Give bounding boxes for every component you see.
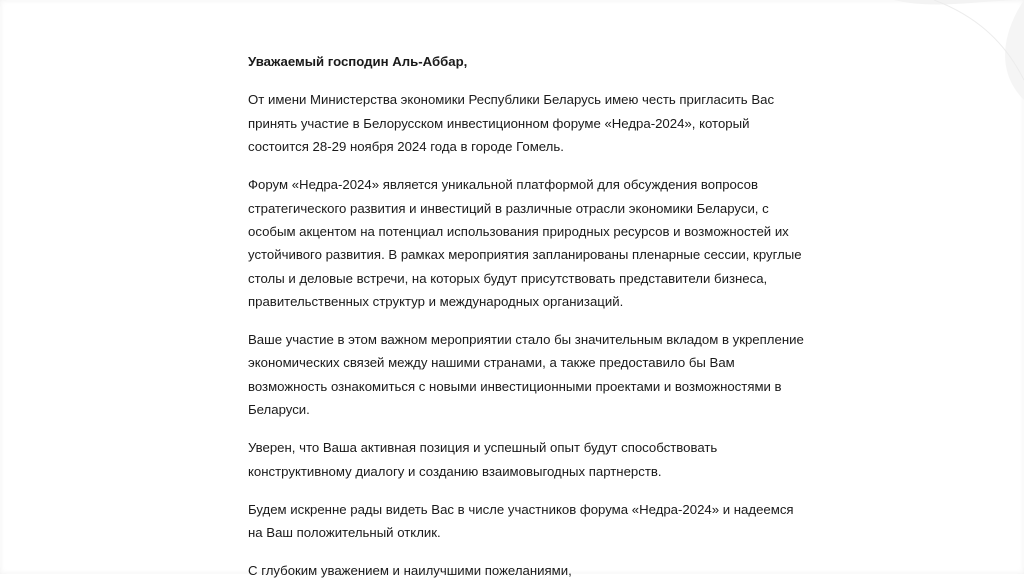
letter-paragraph-forum: Форум «Недра-2024» является уникальной платформой для обсуждения вопросов стратегического развития и инвестиций в различные отрасли экономики Беларуси, с особым акцентом на потенциал использования природных ресурсов и возможностей их устойчивого развития. В рамках мероприятия запланированы пленарные сессии, круглые столы и деловые встречи, на которых будут присутствовать представители бизнеса, правительственных структур и международных организаций. — [248, 177, 802, 310]
letter-closing: С глубоким уважением и наилучшими пожеланиями, — [248, 562, 572, 578]
letter-paragraph-participation: Ваше участие в этом важном мероприятии стало бы значительным вкладом в укрепление экономических связей между нашими странами, а также предоставило бы Вам возможность ознакомиться с новыми инвестиционными проектами и возможностями в Беларуси. — [248, 332, 804, 418]
letter-paragraph-hope: Будем искренне рады видеть Вас в числе участников форума «Недра-2024» и надеемся на Ваш положительный отклик. — [248, 501, 794, 540]
letter-paragraph-invitation: От имени Министерства экономики Республики Беларусь имею честь пригласить Вас принять участие в Белорусском инвестиционном форуме «Недра-2024», который состоится 28-29 ноября 2024 года в городе Гомель. — [248, 92, 775, 155]
letter-salutation: Уважаемый господин Аль-Аббар, — [248, 54, 468, 69]
letter-paragraph-confidence: Уверен, что Ваша активная позиция и успешный опыт будут способствовать конструктивному диалогу и созданию взаимовыгодных партнерств. — [248, 440, 718, 479]
letter-body — [248, 50, 808, 582]
page-curl-decoration — [874, 0, 1024, 100]
